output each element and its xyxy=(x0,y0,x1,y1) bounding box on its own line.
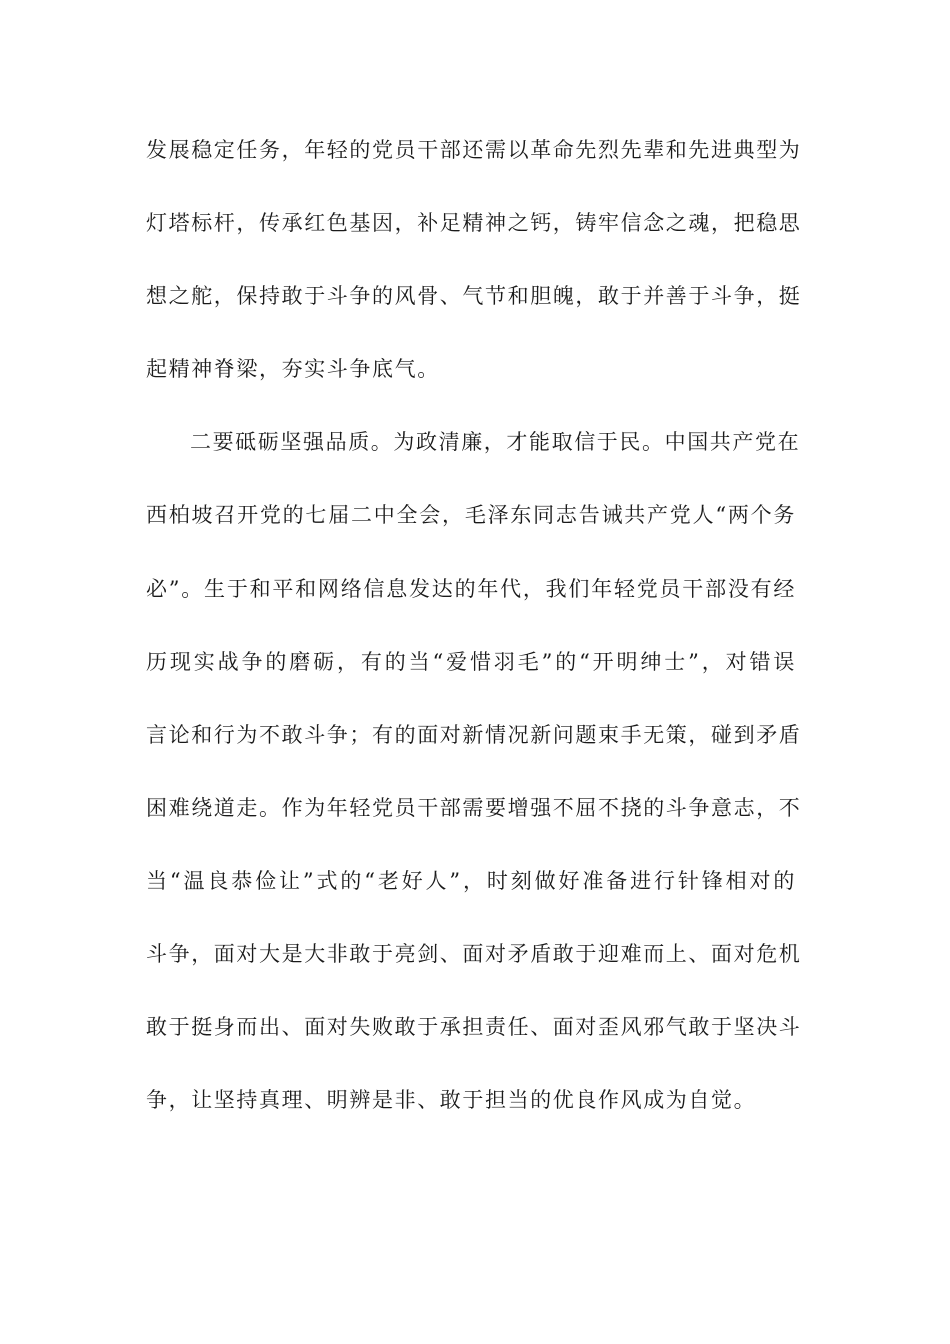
text-line: 争，让坚持真理、明辨是非、敢于担当的优良作风成为自觉。 xyxy=(146,1088,757,1113)
text-line: 必”。生于和平和网络信息发达的年代，我们年轻党员干部没有经 xyxy=(146,576,796,601)
text-line: 灯塔标杆，传承红色基因，补足精神之钙，铸牢信念之魂，把稳思 xyxy=(146,211,802,236)
paragraph-start-line: 二要砥砺坚强品质。为政清廉，才能取信于民。中国共产党在 xyxy=(190,430,801,455)
text-line: 发展稳定任务，年轻的党员干部还需以革命先烈先辈和先进典型为 xyxy=(146,138,802,162)
text-line: 斗争，面对大是大非敢于亮剑、面对矛盾敢于迎难而上、面对危机 xyxy=(146,942,802,967)
text-line: 当“温良恭俭让”式的“老好人”，时刻做好准备进行针锋相对的 xyxy=(146,868,796,893)
text-line: 西柏坡召开党的七届二中全会，毛泽东同志告诫共产党人“两个务 xyxy=(146,503,796,528)
body-text xyxy=(146,128,802,1151)
text-line: 言论和行为不敢斗争；有的面对新情况新问题束手无策，碰到矛盾 xyxy=(146,722,802,747)
text-line: 想之舵，保持敢于斗争的风骨、气节和胆魄，敢于并善于斗争，挺 xyxy=(146,284,802,309)
text-line: 困难绕道走。作为年轻党员干部需要增强不屈不挠的斗争意志，不 xyxy=(146,795,802,820)
text-line: 敢于挺身而出、面对失败敢于承担责任、面对歪风邪气敢于坚决斗 xyxy=(146,1015,802,1040)
text-line: 历现实战争的磨砺，有的当“爱惜羽毛”的“开明绅士”，对错误 xyxy=(146,649,796,674)
text-line: 起精神脊梁，夯实斗争底气。 xyxy=(146,357,440,382)
